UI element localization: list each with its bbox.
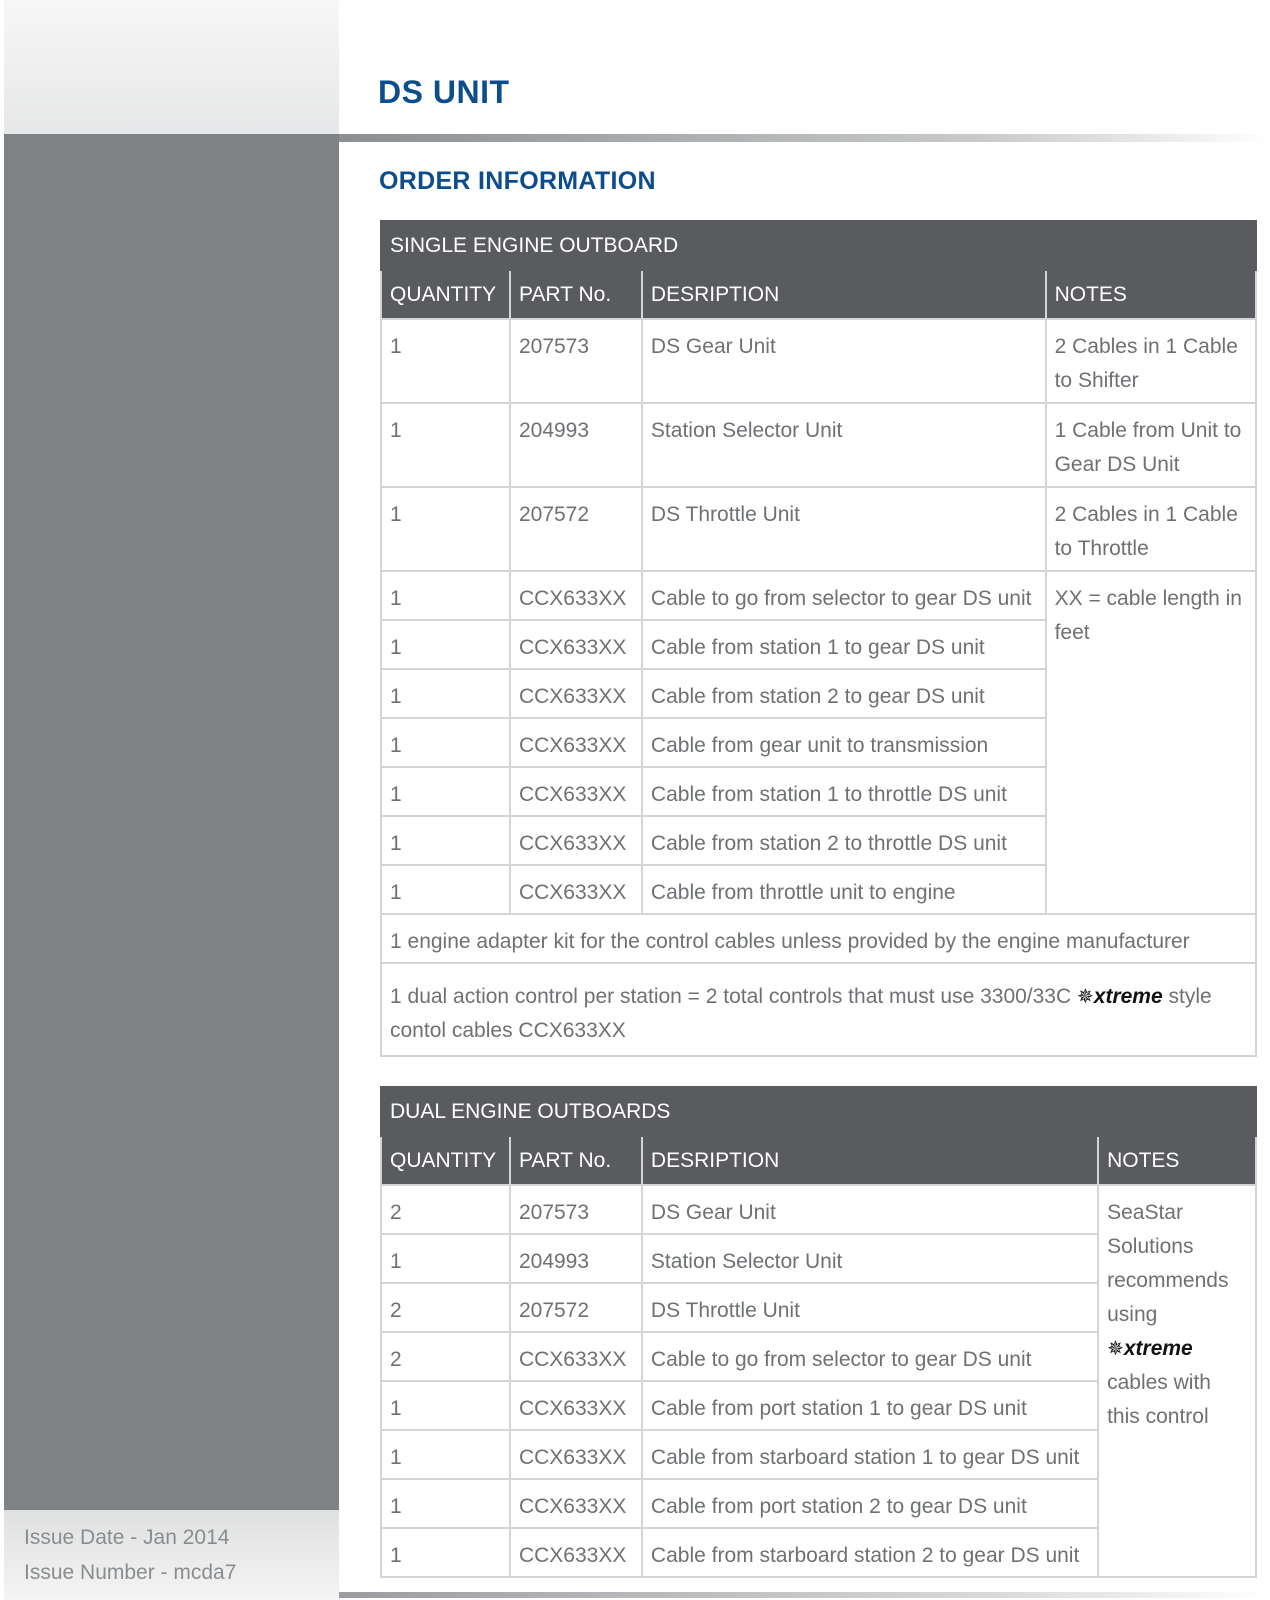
cell-qty: 2 xyxy=(381,1283,510,1332)
sidebar-footer-panel xyxy=(4,1510,339,1600)
adapter-kit-note: 1 engine adapter kit for the control cables unless provided by the engine manufacturer xyxy=(381,914,1256,963)
xtreme-logo-icon: ✵ xyxy=(1077,986,1094,1008)
xtreme-recommendation-note xyxy=(1098,1185,1256,1577)
cell-desc: Cable from station 1 to gear DS unit xyxy=(642,620,1046,669)
cell-notes: 1 Cable from Unit to Gear DS Unit xyxy=(1046,403,1256,487)
table-row xyxy=(381,963,1256,1056)
cell-desc: Cable to go from selector to gear DS unit xyxy=(642,571,1046,620)
cell-desc: Cable from station 2 to gear DS unit xyxy=(642,669,1046,718)
cell-desc: Station Selector Unit xyxy=(642,1234,1098,1283)
cell-desc: Cable from station 1 to throttle DS unit xyxy=(642,767,1046,816)
table-row xyxy=(381,319,1256,403)
cell-desc: Cable from starboard station 1 to gear DS unit xyxy=(642,1430,1098,1479)
cell-part: CCX633XX xyxy=(510,1332,642,1381)
single-engine-table xyxy=(380,220,1257,1057)
sidebar-header-panel xyxy=(4,0,339,134)
cell-qty: 1 xyxy=(381,571,510,620)
cell-part: 204993 xyxy=(510,403,642,487)
cell-qty: 1 xyxy=(381,1479,510,1528)
cell-qty: 2 xyxy=(381,1332,510,1381)
table-row xyxy=(381,571,1256,620)
cell-part: CCX633XX xyxy=(510,816,642,865)
cell-qty: 1 xyxy=(381,669,510,718)
cell-desc: Cable from gear unit to transmission xyxy=(642,718,1046,767)
cell-notes: 2 Cables in 1 Cable to Throttle xyxy=(1046,487,1256,571)
header-notes: NOTES xyxy=(1098,1136,1256,1185)
cell-desc: Cable from starboard station 2 to gear DS unit xyxy=(642,1528,1098,1577)
single-table-title: SINGLE ENGINE OUTBOARD xyxy=(381,221,1256,270)
cell-desc: Station Selector Unit xyxy=(642,403,1046,487)
cell-part: CCX633XX xyxy=(510,767,642,816)
dual-table-title: DUAL ENGINE OUTBOARDS xyxy=(381,1087,1256,1136)
cell-qty: 1 xyxy=(381,816,510,865)
table-row xyxy=(381,487,1256,571)
table-row xyxy=(381,403,1256,487)
cell-part: CCX633XX xyxy=(510,669,642,718)
cell-qty: 1 xyxy=(381,319,510,403)
cell-qty: 1 xyxy=(381,1430,510,1479)
recommendation-text-end: cables with this control xyxy=(1107,1371,1211,1428)
footer-rule xyxy=(339,1592,1270,1598)
cell-desc: DS Throttle Unit xyxy=(642,1283,1098,1332)
cable-length-note: XX = cable length in feet xyxy=(1046,571,1256,914)
dual-action-note xyxy=(381,963,1256,1056)
cell-part: CCX633XX xyxy=(510,571,642,620)
sidebar xyxy=(4,0,339,1600)
cell-desc: DS Gear Unit xyxy=(642,319,1046,403)
dual-action-text: 1 dual action control per station = 2 total controls that must use 3300/33C xyxy=(390,985,1072,1008)
cell-qty: 1 xyxy=(381,865,510,914)
recommendation-text: SeaStar Solutions recommends using xyxy=(1107,1201,1229,1326)
xtreme-brand: xtreme xyxy=(1123,1337,1193,1360)
dual-action-text-end: style contol cables CCX633XX xyxy=(390,985,1212,1042)
cell-part: CCX633XX xyxy=(510,718,642,767)
header-quantity: QUANTITY xyxy=(381,1136,510,1185)
cell-qty: 1 xyxy=(381,1528,510,1577)
cell-qty: 1 xyxy=(381,620,510,669)
cell-qty: 1 xyxy=(381,767,510,816)
cell-desc: Cable from port station 2 to gear DS unit xyxy=(642,1479,1098,1528)
cell-part: CCX633XX xyxy=(510,1479,642,1528)
header-part: PART No. xyxy=(510,270,642,319)
cell-desc: Cable from port station 1 to gear DS unit xyxy=(642,1381,1098,1430)
cell-desc: DS Gear Unit xyxy=(642,1185,1098,1234)
cell-part: CCX633XX xyxy=(510,620,642,669)
header-notes: NOTES xyxy=(1046,270,1256,319)
cell-part: 204993 xyxy=(510,1234,642,1283)
cell-desc: DS Throttle Unit xyxy=(642,487,1046,571)
cell-part: CCX633XX xyxy=(510,1430,642,1479)
cell-qty: 1 xyxy=(381,718,510,767)
header-part: PART No. xyxy=(510,1136,642,1185)
dual-engine-table xyxy=(380,1086,1257,1578)
cell-desc: Cable from throttle unit to engine xyxy=(642,865,1046,914)
cell-part: CCX633XX xyxy=(510,1381,642,1430)
cell-desc: Cable to go from selector to gear DS unit xyxy=(642,1332,1098,1381)
header-quantity: QUANTITY xyxy=(381,270,510,319)
cell-qty: 1 xyxy=(381,487,510,571)
cell-notes: 2 Cables in 1 Cable to Shifter xyxy=(1046,319,1256,403)
header-rule xyxy=(339,134,1270,142)
section-title: ORDER INFORMATION xyxy=(379,167,656,195)
cell-part: 207572 xyxy=(510,487,642,571)
xtreme-brand: xtreme xyxy=(1093,985,1163,1008)
issue-number: Issue Number - mcda7 xyxy=(24,1561,237,1584)
cell-qty: 2 xyxy=(381,1185,510,1234)
cell-part: 207573 xyxy=(510,319,642,403)
xtreme-logo-icon: ✵ xyxy=(1107,1338,1124,1360)
cell-part: 207573 xyxy=(510,1185,642,1234)
table-row xyxy=(381,1185,1256,1234)
table-row xyxy=(381,914,1256,963)
cell-desc: Cable from station 2 to throttle DS unit xyxy=(642,816,1046,865)
cell-qty: 1 xyxy=(381,1381,510,1430)
header-description: DESRIPTION xyxy=(642,1136,1098,1185)
issue-date: Issue Date - Jan 2014 xyxy=(24,1526,230,1549)
cell-qty: 1 xyxy=(381,403,510,487)
cell-qty: 1 xyxy=(381,1234,510,1283)
cell-part: CCX633XX xyxy=(510,1528,642,1577)
cell-part: CCX633XX xyxy=(510,865,642,914)
cell-part: 207572 xyxy=(510,1283,642,1332)
page-title: DS UNIT xyxy=(378,74,510,110)
header-description: DESRIPTION xyxy=(642,270,1046,319)
